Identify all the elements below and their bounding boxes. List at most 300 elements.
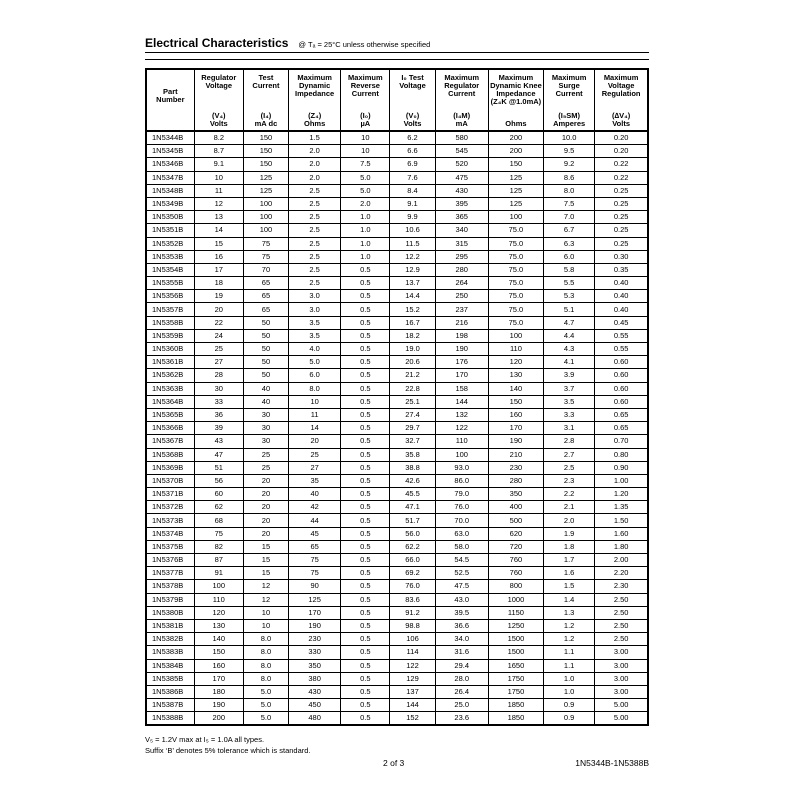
value-cell: 5.0 — [243, 712, 288, 726]
value-cell: 2.0 — [341, 197, 390, 210]
value-cell: 130 — [488, 369, 543, 382]
part-number-cell: 1N5378B — [146, 580, 194, 593]
value-cell: 3.7 — [544, 382, 595, 395]
value-cell: 2.0 — [289, 158, 341, 171]
value-cell: 2.5 — [289, 224, 341, 237]
value-cell: 1.2 — [544, 633, 595, 646]
column-unit: Volts — [612, 119, 630, 128]
value-cell: 0.55 — [595, 329, 648, 342]
value-cell: 75 — [289, 554, 341, 567]
value-cell: 8.2 — [194, 131, 243, 145]
value-cell: 720 — [488, 540, 543, 553]
value-cell: 100 — [488, 211, 543, 224]
value-cell: 47 — [194, 448, 243, 461]
value-cell: 1850 — [488, 699, 543, 712]
value-cell: 114 — [390, 646, 435, 659]
value-cell: 0.5 — [341, 527, 390, 540]
value-cell: 75.0 — [488, 250, 543, 263]
value-cell: 1.00 — [595, 474, 648, 487]
value-cell: 91 — [194, 567, 243, 580]
part-number-cell: 1N5350B — [146, 211, 194, 224]
table-row — [146, 211, 648, 224]
table-row — [146, 501, 648, 514]
value-cell: 2.30 — [595, 580, 648, 593]
value-cell: 0.5 — [341, 501, 390, 514]
value-cell: 40 — [289, 488, 341, 501]
datasheet-page — [145, 36, 649, 772]
value-cell: 38.8 — [390, 461, 435, 474]
column-header-9 — [595, 69, 648, 131]
value-cell: 110 — [488, 343, 543, 356]
electrical-characteristics-table — [145, 68, 649, 726]
value-cell: 0.5 — [341, 474, 390, 487]
value-cell: 75 — [243, 250, 288, 263]
column-unit: Ohms — [505, 119, 527, 128]
value-cell: 7.0 — [544, 211, 595, 224]
value-cell: 20 — [289, 435, 341, 448]
column-unit: Ohms — [304, 119, 326, 128]
table-body — [146, 131, 648, 725]
value-cell: 16.7 — [390, 316, 435, 329]
value-cell: 2.2 — [544, 488, 595, 501]
value-cell: 122 — [435, 422, 488, 435]
value-cell: 0.60 — [595, 369, 648, 382]
column-header-1 — [194, 69, 243, 131]
value-cell: 106 — [390, 633, 435, 646]
value-cell: 70 — [243, 263, 288, 276]
value-cell: 30 — [243, 422, 288, 435]
value-cell: 10 — [243, 619, 288, 632]
value-cell: 65 — [289, 540, 341, 553]
part-number-cell: 1N5354B — [146, 263, 194, 276]
part-number-cell: 1N5357B — [146, 303, 194, 316]
table-row — [146, 356, 648, 369]
value-cell: 330 — [289, 646, 341, 659]
value-cell: 87 — [194, 554, 243, 567]
notes — [145, 734, 649, 756]
value-cell: 2.0 — [289, 171, 341, 184]
value-cell: 1.1 — [544, 659, 595, 672]
value-cell: 42.6 — [390, 474, 435, 487]
value-cell: 132 — [435, 408, 488, 421]
value-cell: 0.5 — [341, 567, 390, 580]
value-cell: 40 — [243, 395, 288, 408]
value-cell: 3.9 — [544, 369, 595, 382]
value-cell: 0.5 — [341, 712, 390, 726]
value-cell: 93.0 — [435, 461, 488, 474]
value-cell: 62 — [194, 501, 243, 514]
value-cell: 0.22 — [595, 171, 648, 184]
value-cell: 0.5 — [341, 448, 390, 461]
value-cell: 23.6 — [435, 712, 488, 726]
value-cell: 75 — [289, 567, 341, 580]
value-cell: 62.2 — [390, 540, 435, 553]
table-row — [146, 540, 648, 553]
value-cell: 170 — [488, 422, 543, 435]
column-symbol: (∆V₄) — [612, 111, 631, 120]
value-cell: 2.0 — [544, 514, 595, 527]
value-cell: 8.0 — [243, 659, 288, 672]
value-cell: 350 — [488, 488, 543, 501]
value-cell: 14 — [289, 422, 341, 435]
value-cell: 2.7 — [544, 448, 595, 461]
column-unit: mA dc — [254, 119, 278, 128]
value-cell: 9.2 — [544, 158, 595, 171]
table-row — [146, 672, 648, 685]
value-cell: 122 — [390, 659, 435, 672]
value-cell: 56.0 — [390, 527, 435, 540]
column-header-0 — [146, 69, 194, 131]
table-row — [146, 131, 648, 145]
value-cell: 0.60 — [595, 395, 648, 408]
value-cell: 0.5 — [341, 343, 390, 356]
value-cell: 180 — [194, 685, 243, 698]
value-cell: 35 — [289, 474, 341, 487]
value-cell: 65 — [243, 290, 288, 303]
value-cell: 1.5 — [544, 580, 595, 593]
value-cell: 10.6 — [390, 224, 435, 237]
value-cell: 1150 — [488, 606, 543, 619]
value-cell: 50 — [243, 356, 288, 369]
value-cell: 6.9 — [390, 158, 435, 171]
value-cell: 10 — [194, 171, 243, 184]
value-cell: 5.00 — [613, 713, 629, 723]
value-cell: 3.0 — [289, 303, 341, 316]
value-cell: 32.7 — [390, 435, 435, 448]
value-cell: 0.35 — [595, 263, 648, 276]
value-cell: 0.60 — [595, 356, 648, 369]
value-cell: 140 — [194, 633, 243, 646]
value-cell: 14 — [194, 224, 243, 237]
value-cell: 12.2 — [390, 250, 435, 263]
table-row — [146, 422, 648, 435]
value-cell: 350 — [289, 659, 341, 672]
value-cell: 75.0 — [488, 237, 543, 250]
value-cell: 19.0 — [390, 343, 435, 356]
value-cell: 36 — [194, 408, 243, 421]
value-cell: 1.8 — [544, 540, 595, 553]
value-cell: 5.0 — [243, 685, 288, 698]
value-cell: 25 — [243, 448, 288, 461]
value-cell: 3.00 — [595, 672, 648, 685]
table-row — [146, 633, 648, 646]
value-cell: 30 — [194, 382, 243, 395]
value-cell: 1500 — [488, 646, 543, 659]
value-cell: 760 — [488, 554, 543, 567]
value-cell: 160 — [194, 659, 243, 672]
value-cell: 2.8 — [544, 435, 595, 448]
table-row — [146, 646, 648, 659]
value-cell: 1000 — [488, 593, 543, 606]
value-cell: 170 — [194, 672, 243, 685]
value-cell: 2.5 — [544, 461, 595, 474]
value-cell: 63.0 — [435, 527, 488, 540]
value-cell: 150 — [194, 646, 243, 659]
value-cell: 3.0 — [289, 290, 341, 303]
table-row — [146, 619, 648, 632]
value-cell: 430 — [435, 184, 488, 197]
table-row — [146, 237, 648, 250]
value-cell: 2.5 — [289, 211, 341, 224]
test-condition: @ Tₐ = 25°C unless otherwise specified — [298, 40, 431, 49]
column-unit: mA — [455, 119, 468, 128]
value-cell: 35.8 — [390, 448, 435, 461]
value-cell: 3.00 — [595, 646, 648, 659]
value-cell: 120 — [488, 356, 543, 369]
value-cell: 340 — [435, 224, 488, 237]
value-cell: 25 — [243, 461, 288, 474]
value-cell: 25.1 — [390, 395, 435, 408]
value-cell: 190 — [435, 343, 488, 356]
part-number-cell: 1N5364B — [146, 395, 194, 408]
part-number-cell: 1N5361B — [146, 356, 194, 369]
value-cell: 0.5 — [341, 395, 390, 408]
table-row — [146, 527, 648, 540]
part-number-cell: 1N5387B — [146, 699, 194, 712]
value-cell: 264 — [435, 277, 488, 290]
value-cell: 10 — [341, 131, 390, 145]
table-row — [146, 685, 648, 698]
table-row — [146, 554, 648, 567]
value-cell: 4.7 — [544, 316, 595, 329]
value-cell: 6.0 — [289, 369, 341, 382]
value-cell: 16 — [194, 250, 243, 263]
value-cell: 0.22 — [595, 158, 648, 171]
value-cell: 620 — [488, 527, 543, 540]
value-cell: 9.5 — [544, 145, 595, 158]
value-cell: 42 — [289, 501, 341, 514]
value-cell: 0.5 — [341, 382, 390, 395]
value-cell: 75.0 — [488, 290, 543, 303]
value-cell: 47.5 — [435, 580, 488, 593]
value-cell: 12 — [243, 593, 288, 606]
value-cell: 200 — [194, 712, 243, 726]
table-row — [146, 316, 648, 329]
value-cell: 20.6 — [390, 356, 435, 369]
value-cell: 28.0 — [435, 672, 488, 685]
value-cell: 20 — [243, 527, 288, 540]
value-cell: 27.4 — [390, 408, 435, 421]
value-cell: 65 — [243, 277, 288, 290]
column-header-4 — [341, 69, 390, 131]
value-cell: 150 — [243, 131, 288, 145]
part-number-cell: 1N5372B — [146, 501, 194, 514]
column-symbol: (Z₄) — [308, 111, 322, 120]
value-cell: 1650 — [488, 659, 543, 672]
value-cell: 0.9 — [544, 699, 595, 712]
value-cell: 3.1 — [544, 422, 595, 435]
value-cell: 68 — [194, 514, 243, 527]
value-cell: 150 — [243, 158, 288, 171]
table-row — [146, 567, 648, 580]
value-cell: 10 — [289, 395, 341, 408]
value-cell: 4.3 — [544, 343, 595, 356]
value-cell: 2.20 — [595, 567, 648, 580]
value-cell: 5.1 — [544, 303, 595, 316]
value-cell: 5.5 — [544, 277, 595, 290]
value-cell: 98.8 — [390, 619, 435, 632]
value-cell: 110 — [435, 435, 488, 448]
column-symbol: (V₀) — [405, 111, 420, 120]
value-cell: 26.4 — [435, 685, 488, 698]
value-cell: 1.0 — [341, 224, 390, 237]
value-cell: 0.25 — [595, 224, 648, 237]
value-cell: 5.0 — [289, 356, 341, 369]
value-cell: 150 — [488, 158, 543, 171]
value-cell: 100 — [243, 211, 288, 224]
value-cell: 70.0 — [435, 514, 488, 527]
value-cell: 0.65 — [595, 408, 648, 421]
part-number-cell: 1N5347B — [146, 171, 194, 184]
value-cell: 500 — [488, 514, 543, 527]
table-header-row — [146, 69, 648, 131]
table-row — [146, 343, 648, 356]
value-cell: 34.0 — [435, 633, 488, 646]
value-cell: 6.2 — [390, 131, 435, 145]
value-cell: 170 — [289, 606, 341, 619]
value-cell: 7.5 — [341, 158, 390, 171]
value-cell: 1.1 — [544, 646, 595, 659]
value-cell: 0.65 — [595, 422, 648, 435]
table-row — [146, 303, 648, 316]
part-number-cell: 1N5384B — [146, 659, 194, 672]
value-cell: 237 — [435, 303, 488, 316]
value-cell: 29.7 — [390, 422, 435, 435]
value-cell: 15 — [243, 554, 288, 567]
value-cell: 19 — [194, 290, 243, 303]
value-cell: 1850 — [488, 712, 543, 726]
part-number-cell: 1N5344B — [146, 131, 194, 145]
column-label: Maximum Reverse Current — [348, 73, 383, 98]
value-cell: 69.2 — [390, 567, 435, 580]
value-cell: 5.8 — [544, 263, 595, 276]
value-cell: 150 — [243, 145, 288, 158]
value-cell: 0.5 — [341, 659, 390, 672]
table-row — [146, 158, 648, 171]
value-cell: 6.6 — [390, 145, 435, 158]
value-cell: 15 — [243, 540, 288, 553]
value-cell: 5.0 — [341, 184, 390, 197]
value-cell: 3.5 — [544, 395, 595, 408]
value-cell: 11 — [289, 408, 341, 421]
table-row — [146, 277, 648, 290]
value-cell: 8.0 — [289, 382, 341, 395]
value-cell: 380 — [289, 672, 341, 685]
value-cell: 2.00 — [595, 554, 648, 567]
value-cell: 44 — [289, 514, 341, 527]
value-cell: 6.0 — [544, 250, 595, 263]
part-number-cell: 1N5377B — [146, 567, 194, 580]
value-cell: 125 — [243, 171, 288, 184]
part-number-range: 1N5344B-1N5388B — [575, 758, 649, 769]
value-cell: 125 — [289, 593, 341, 606]
value-cell: 29.4 — [435, 659, 488, 672]
value-cell: 2.5 — [289, 184, 341, 197]
table-row — [146, 369, 648, 382]
column-header-3 — [289, 69, 341, 131]
value-cell: 2.5 — [289, 277, 341, 290]
table-row — [146, 580, 648, 593]
value-cell: 15 — [194, 237, 243, 250]
table-row — [146, 263, 648, 276]
value-cell: 54.5 — [435, 554, 488, 567]
value-cell: 0.5 — [341, 461, 390, 474]
value-cell: 2.5 — [289, 263, 341, 276]
value-cell: 2.0 — [289, 145, 341, 158]
table-row — [146, 184, 648, 197]
table-row — [146, 224, 648, 237]
value-cell: 47.1 — [390, 501, 435, 514]
value-cell: 230 — [488, 461, 543, 474]
value-cell: 140 — [488, 382, 543, 395]
value-cell: 176 — [435, 356, 488, 369]
value-cell: 1.6 — [544, 567, 595, 580]
value-cell: 580 — [435, 131, 488, 145]
value-cell: 51.7 — [390, 514, 435, 527]
table-row — [146, 408, 648, 421]
value-cell: 30 — [243, 408, 288, 421]
table-row — [146, 435, 648, 448]
table-row — [146, 514, 648, 527]
value-cell: 130 — [194, 619, 243, 632]
column-label: Maximum Dynamic Impedance — [295, 73, 335, 98]
value-cell: 2.50 — [595, 606, 648, 619]
column-unit: µA — [360, 119, 371, 128]
column-symbol: (I₀) — [360, 111, 371, 120]
value-cell: 480 — [289, 712, 341, 726]
value-cell: 1.7 — [544, 554, 595, 567]
part-number-cell: 1N5366B — [146, 422, 194, 435]
value-cell: 58.0 — [435, 540, 488, 553]
value-cell: 22.8 — [390, 382, 435, 395]
value-cell: 475 — [435, 171, 488, 184]
value-cell: 75.0 — [488, 303, 543, 316]
value-cell: 20 — [243, 514, 288, 527]
table-row — [146, 699, 648, 712]
section-title: Electrical Characteristics — [145, 36, 289, 50]
value-cell: 17 — [194, 263, 243, 276]
value-cell: 1.20 — [595, 488, 648, 501]
value-cell: 125 — [488, 171, 543, 184]
value-cell: 100 — [488, 329, 543, 342]
part-number-cell: 1N5367B — [146, 435, 194, 448]
value-cell: 25.0 — [435, 699, 488, 712]
column-symbol: (I₅SM) — [558, 111, 581, 120]
value-cell: 60 — [194, 488, 243, 501]
value-cell: 365 — [435, 211, 488, 224]
value-cell: 0.20 — [595, 145, 648, 158]
column-header-2 — [243, 69, 288, 131]
value-cell: 25 — [289, 448, 341, 461]
part-number-cell: 1N5365B — [146, 408, 194, 421]
value-cell: 27 — [289, 461, 341, 474]
value-cell: 1.35 — [595, 501, 648, 514]
value-cell: 45.5 — [390, 488, 435, 501]
value-cell: 1.60 — [595, 527, 648, 540]
value-cell: 50 — [243, 369, 288, 382]
value-cell: 8.7 — [194, 145, 243, 158]
value-cell: 1750 — [488, 685, 543, 698]
value-cell: 0.25 — [595, 197, 648, 210]
part-number-cell: 1N5346B — [146, 158, 194, 171]
part-number-cell: 1N5358B — [146, 316, 194, 329]
value-cell: 200 — [488, 131, 543, 145]
value-cell: 91.2 — [390, 606, 435, 619]
value-cell: 75 — [194, 527, 243, 540]
value-cell: 0.5 — [341, 290, 390, 303]
value-cell: 52.5 — [435, 567, 488, 580]
part-number-cell: 1N5371B — [146, 488, 194, 501]
